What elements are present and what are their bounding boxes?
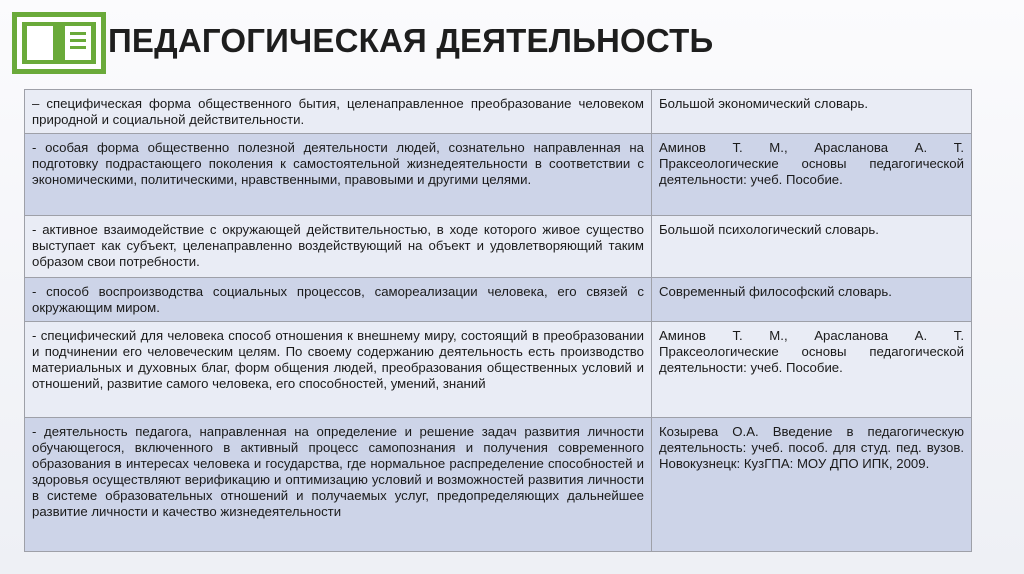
- table-row: [25, 322, 972, 418]
- book-icon: [12, 12, 106, 74]
- source-cell: Большой экономический словарь.: [652, 90, 972, 134]
- definition-cell: - деятельность педагога, направленная на определение и решение задач развития личности обучающегося, включенного в активный процесс самопознания и получения современного образования в интересах человека и государства, где нормальное распределение способностей и здоровья осуществляют верификацию и оптимизацию условий и возможностей развития личности в системе образовательных отношений и получаемых услуг, предопределяющих дальнейшее развитие личности и качество жизнедеятельности: [25, 418, 652, 552]
- definition-cell: - способ воспроизводства социальных процессов, самореализации человека, его связей с окружающим миром.: [25, 278, 652, 322]
- page-title: ПЕДАГОГИЧЕСКАЯ ДЕЯТЕЛЬНОСТЬ: [108, 22, 714, 59]
- definition-cell: - особая форма общественно полезной деятельности людей, сознательно направленная на подготовку подрастающего поколения к самостоятельной жизнедеятельности в соответствии с экономическими, политическими, нравственными, правовыми и другими целями.: [25, 134, 652, 216]
- definition-cell: - специфический для человека способ отношения к внешнему миру, состоящий в преобразовании и подчинении его человеческим целям. По своему содержанию деятельность есть производство материальных и духовных благ, форм общения людей, преобразования общественных условий и отношений, развитие самого человека, его способностей, умений, знаний: [25, 322, 652, 418]
- definition-cell: - активное взаимодействие с окружающей действительностью, в ходе которого живое существо выступает как субъект, целенаправленно воздействующий на объект и удовлетворяющий таким образом свои потребности.: [25, 216, 652, 278]
- table-row: [25, 418, 972, 552]
- definitions-table: [24, 89, 972, 552]
- table-row: [25, 90, 972, 134]
- source-cell: Большой психологический словарь.: [652, 216, 972, 278]
- source-cell: Аминов Т. М., Арасланова А. Т. Праксеологические основы педагогической деятельности: учеб. Пособие.: [652, 134, 972, 216]
- table-row: [25, 278, 972, 322]
- table-row: [25, 216, 972, 278]
- source-cell: Аминов Т. М., Арасланова А. Т. Праксеологические основы педагогической деятельности: учеб. Пособие.: [652, 322, 972, 418]
- source-cell: Козырева О.А. Введение в педагогическую деятельность: учеб. пособ. для студ. пед. вузов. Новокузнецк: КузГПА: МОУ ДПО ИПК, 2009.: [652, 418, 972, 552]
- table-row: [25, 134, 972, 216]
- definition-cell: – специфическая форма общественного бытия, целенаправленное преобразование человеком природной и социальной действительности.: [25, 90, 652, 134]
- source-cell: Современный философский словарь.: [652, 278, 972, 322]
